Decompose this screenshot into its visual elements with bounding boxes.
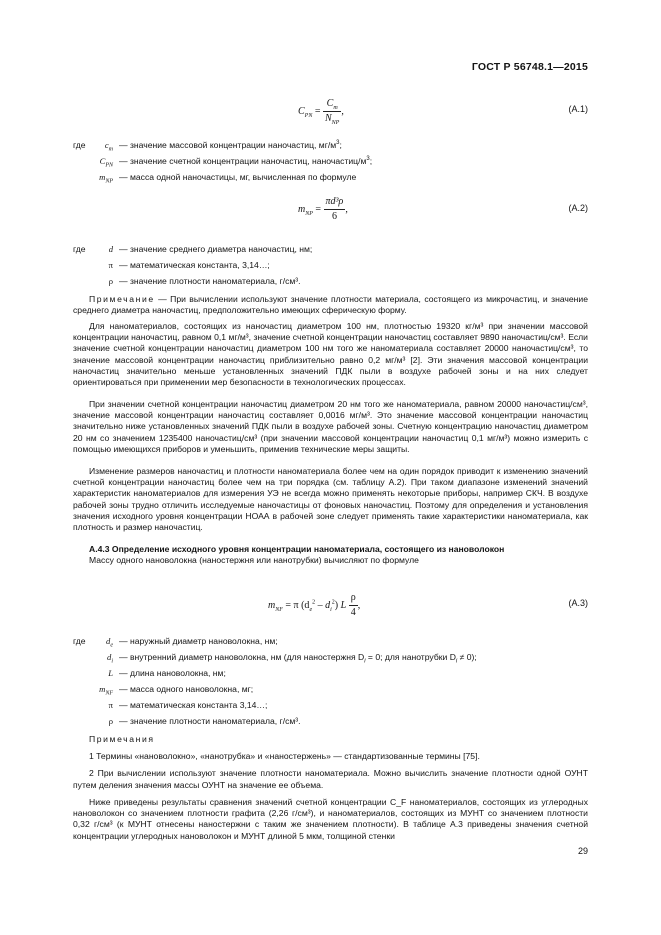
page-number: 29 <box>577 846 588 856</box>
paragraph-3: Изменение размеров наночастиц и плотности наноматериала более чем на один порядок приводит к изменению значений счетной концентрации наночастиц более чем на три порядка (см. таблицу А.2). При таком диапазоне изменений значений характеристик наноматериалов для измерения УЭ не всегда можно применять некоторые приборы, например СКЧ. В воздухе рабочей зоны трудно отличить исследуемые наночастицы от фоновых наночастиц. Поэтому для определения и установления значения исходного уровня концентрации НОАА в рабочей зоне следует применять такие характеристики наноматериала, как плотность и размер наночастиц. <box>73 466 588 533</box>
note-1: Примечание — При вычислении используют значение плотности материала, состоящего из микрочастиц, и значение среднего диаметра наночастиц, предположительно имеющих сферическую форму. <box>73 294 588 316</box>
note-2-2: 2 При вычислении используют значение плотности наноматериала. Можно вычислить значение плотности одной ОУНТ путем деления значения массы ОУНТ на значение ее объема. <box>73 768 588 790</box>
formula-a2: $m_{NP}$ = $\frac{\text{πd³ρ}}{6}$ , <box>298 196 348 222</box>
equation-number-a3: (А.3) <box>568 598 588 608</box>
equation-number-a2: (А.2) <box>568 203 588 213</box>
section-heading: А.4.3 Определение исходного уровня концентрации наноматериала, состоящего из нановолокон <box>89 544 505 554</box>
section-intro: Массу одного нановолокна (наностержня или нанотрубки) вычисляют по формуле <box>89 555 419 566</box>
paragraph-2: При значении счетной концентрации наночастиц диаметром 20 нм того же наноматериала, равном 20000 наночастиц/см³, значение массовой концентрации наночастиц составляет 0,0016 мг/м³. Это значение массовой концентрации наночастиц значительно ниже установленных значений ПДК пыли в воздухе рабочей зоны. Счетную концентрацию наночастиц диаметром 20 нм со значением 1235400 наночастиц/см³ (при значении массовой концентрации наночастиц 0,1 мг/м³) можно измерить с помощью имеющихся приборов и уменьшить, применив технические меры защиты. <box>73 399 588 454</box>
equation-number-a1: (А.1) <box>568 104 588 114</box>
notes-label: Примечания <box>89 734 155 744</box>
section-a4-3 <box>73 544 588 566</box>
document-header: ГОСТ Р 56748.1—2015 <box>471 61 588 73</box>
paragraph-4: Ниже приведены результаты сравнения значений счетной концентрации C_F наноматериалов, состоящих из углеродных нановолокон со значением плотности графита (2,26 г/см³), и наноматериалов, состоящих из МУНТ со значением плотности 0,32 г/см³ (к МУНТ отнесены наностержни с таким же значением плотности). В таблице А.3 приведены значения счетной концентрации углеродных нановолокон и МУНТ длиной 5 мкм, толщиной стенки <box>73 797 588 841</box>
where-block-2: где d — значение среднего диаметра наночастиц, нм; π — математическая константа, 3,14…; ρ — значение плотности наноматериала, г/см³. <box>73 244 313 286</box>
paragraph-1: Для наноматериалов, состоящих из наночастиц диаметром 100 нм, плотностью 19320 кг/м³ при значении массовой концентрации наночастиц, равном 0,1 мг/м³, значение счетной концентрации наночастиц составляет 9890 наночастиц/см³. Если значение счетной концентрации наночастиц диаметром 100 нм того же наноматериала составляет 20000 наночастиц/см³, то значение массовой концентрации наночастиц приблизительно равно 0,2 мг/м³ [2]. Эти значения массовой концентрации наночастиц значительно меньше установленных значений ПДК пыли в воздухе рабочей зоны и на них следует ориентироваться при применении мер безопасности в технологических процессах. <box>73 321 588 388</box>
formula-a3: $m_{NF} = \pi$ $(d_e^2 - d_i^2)$ L $\frac{\rho}{4}$ , <box>268 592 361 618</box>
note-label: Примечание <box>89 294 155 304</box>
formula-a1: $C_{PN}$ = $\frac{C_m}{N_{NP}}$ , <box>298 98 344 126</box>
note-2-1: 1 Термины «нановолокно», «нанотрубка» и «наностержень» — стандартизованные термины [75]. <box>89 751 480 762</box>
where-block-1: где $c_m$ — значение массовой концентрации наночастиц, $мг/м^3$; $C_{PN}$ — значение счетной концентрации наночастиц, наночастиц/$м^3$; $m_{NP}$ — масса одной наночастицы, мг, вычисленная по формуле <box>73 140 373 185</box>
notes-2 <box>73 734 588 791</box>
where-block-3: где $d_e$ — наружный диаметр нановолокна, нм; $d_i$ — внутренний диаметр нановолокна, нм (для наностержня $D_i = 0$; для нанотрубки $D_i \ne 0$); L — длина нановолокна, нм; $m_{NF}$ — масса одного нановолокна, мг; π — математическая константа 3,14…; ρ — значение плотности наноматериала, г/см³. <box>73 636 477 726</box>
